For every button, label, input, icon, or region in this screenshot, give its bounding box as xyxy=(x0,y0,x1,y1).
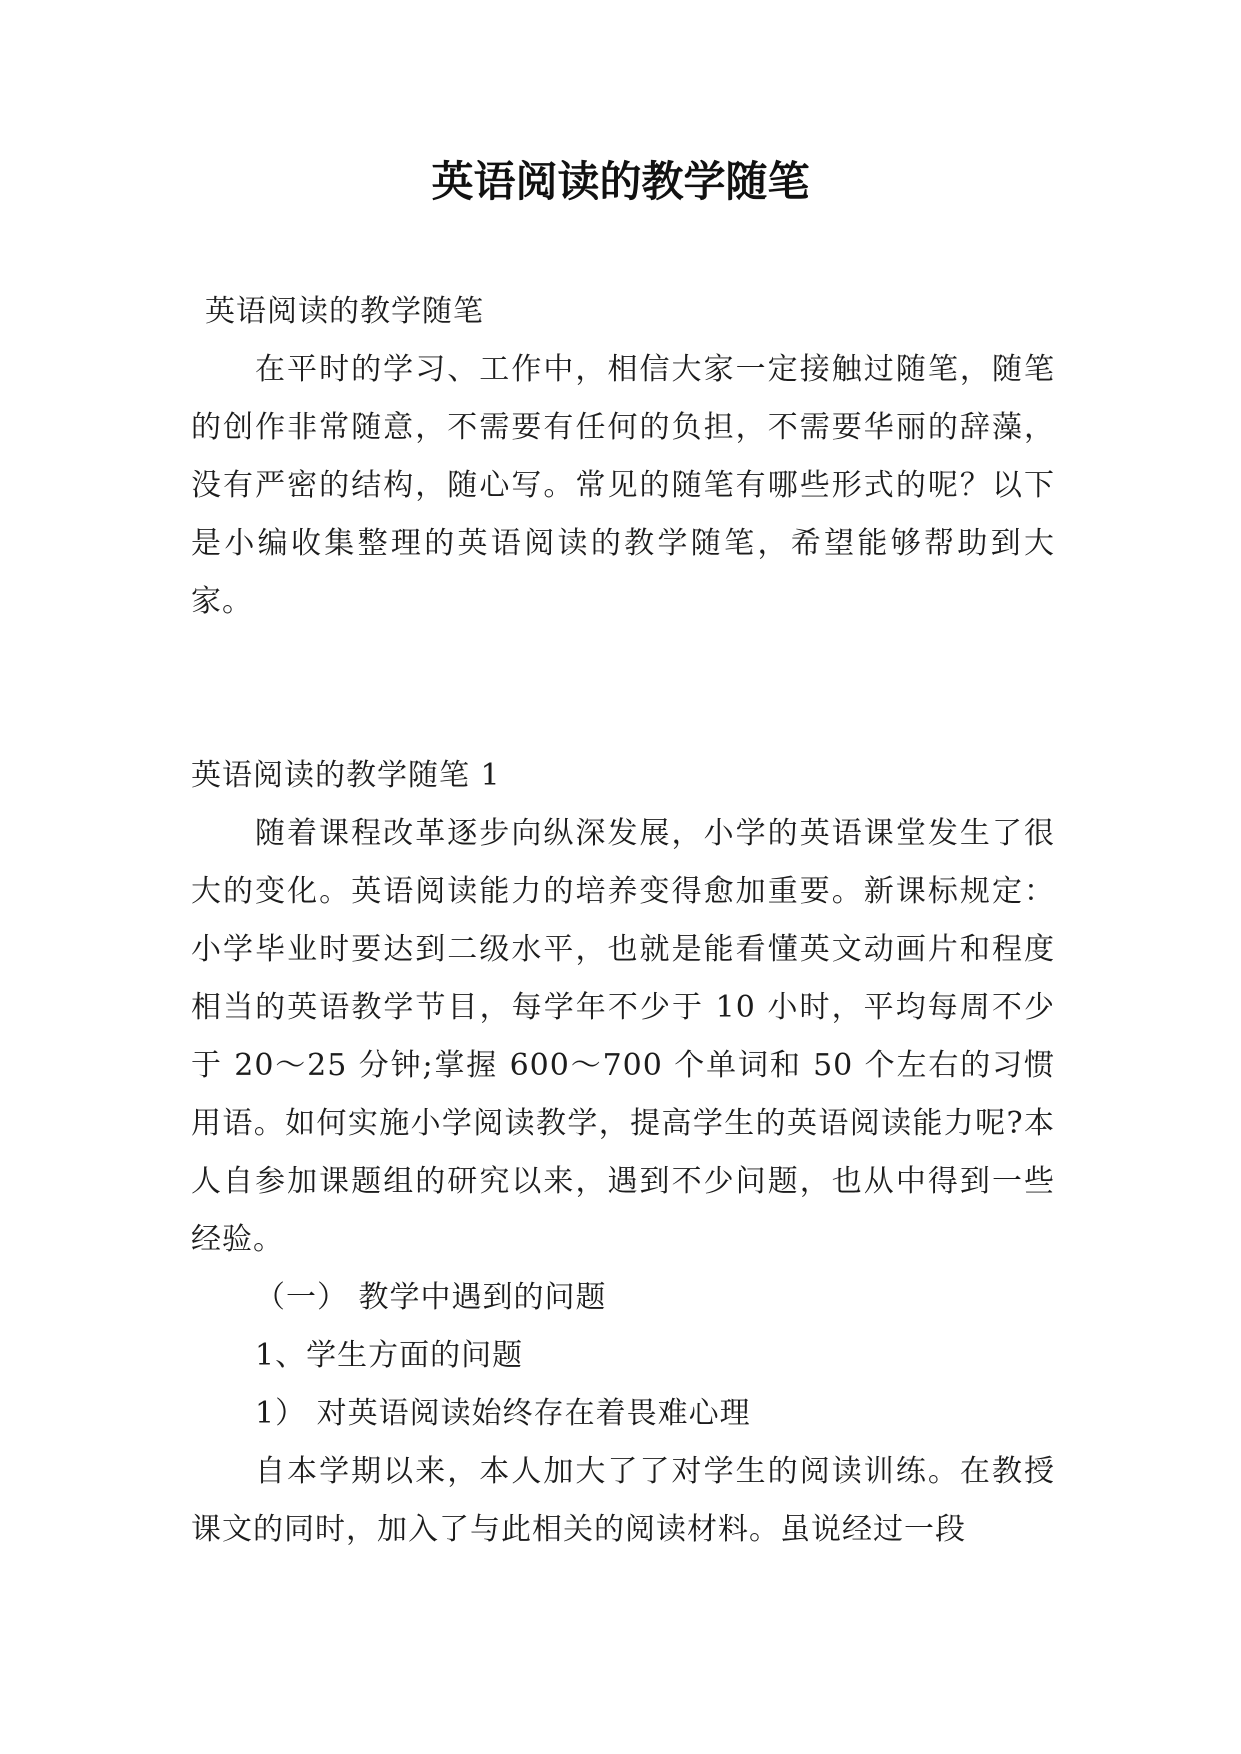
document-subtitle: 英语阅读的教学随笔 xyxy=(205,294,484,329)
heading-teaching-problems: （一） 教学中遇到的问题 xyxy=(255,1280,607,1315)
intro-paragraph: 在平时的学习、工作中，相信大家一定接触过随笔，随笔的创作非常随意，不需要有任何的负担，不需要华丽的辞藻，没有严密的结构，随心写。常见的随笔有哪些形式的呢？以下是小编收集整理的英语阅读的教学随笔，希望能够帮助到大家。 xyxy=(191,352,1055,619)
section-spacer xyxy=(191,631,1055,747)
section-intro-paragraph: 随着课程改革逐步向纵深发展，小学的英语课堂发生了很大的变化。英语阅读能力的培养变得愈加重要。新课标规定：小学毕业时要达到二级水平，也就是能看懂英文动画片和程度相当的英语教学节目，每学年不少于 10 小时，平均每周不少于 20～25 分钟;掌握 600～700 个单词和 50 个左右的习惯用语。如何实施小学阅读教学，提高学生的英语阅读能力呢?本人自参加课题组的研究以来，遇到不少问题，也从中得到一些经验。 xyxy=(191,816,1055,1257)
document-title: 英语阅读的教学随笔 xyxy=(431,157,810,206)
section-title: 英语阅读的教学随笔 1 xyxy=(191,758,501,793)
heading-reading-fear: 1） 对英语阅读始终存在着畏难心理 xyxy=(255,1396,751,1431)
document-body xyxy=(191,283,1055,1559)
heading-student-problems: 1、学生方面的问题 xyxy=(255,1338,524,1373)
last-paragraph: 自本学期以来，本人加大了了对学生的阅读训练。在教授课文的同时，加入了与此相关的阅读材料。虽说经过一段 xyxy=(191,1454,1055,1547)
